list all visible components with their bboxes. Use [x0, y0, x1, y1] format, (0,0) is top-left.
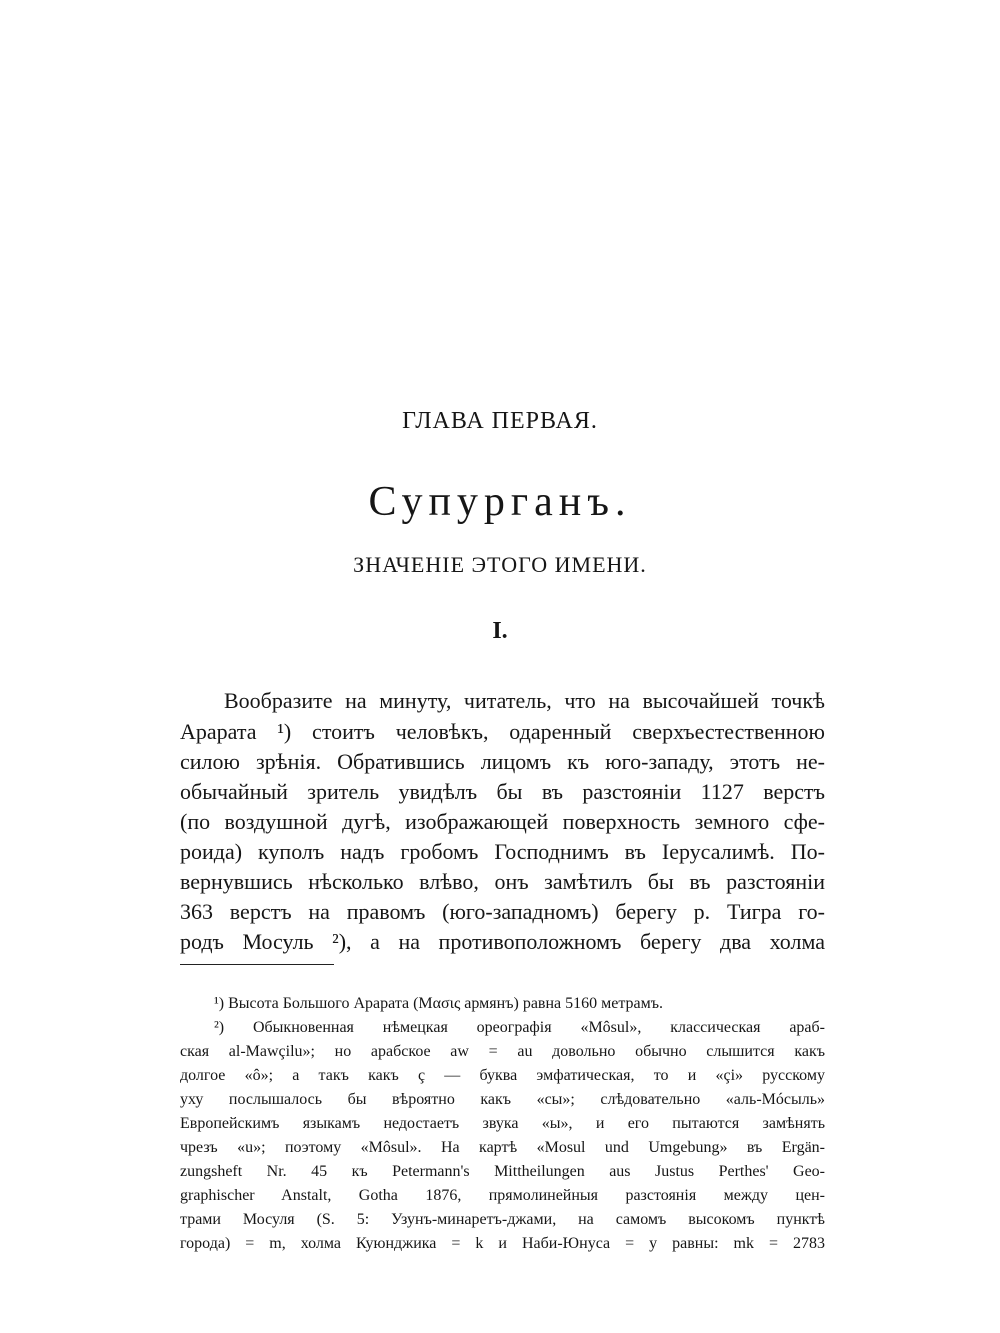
section-number: I. [492, 618, 508, 644]
body-line: обычайный зритель увидѣлъ бы въ разстояніи 1127 верстъ [180, 779, 825, 804]
footnote-line: ¹) Высота Большого Арарата (Μασις армянъ) равна 5160 метрамъ. [214, 995, 664, 1012]
body-line: Вообразите на минуту, читатель, что на высочайшей точкѣ [224, 688, 825, 713]
footnote-separator [180, 964, 334, 965]
footnote-line: zungsheft Nr. 45 къ Petermann's Mittheilungen aus Justus Perthes' Geo- [180, 1163, 825, 1180]
footnote-line: чрезъ «u»; поэтому «Môsul». На картѣ «Mosul und Umgebung» въ Ergän- [180, 1139, 825, 1156]
chapter-heading: ГЛАВА ПЕРВАЯ. [402, 408, 598, 434]
body-line: силою зрѣнія. Обратившись лицомъ къ юго-западу, этотъ не- [180, 749, 825, 774]
body-line: 363 верстъ на правомъ (юго-западномъ) берегу р. Тигра го- [180, 899, 825, 924]
body-line: (по воздушной дугѣ, изображающей поверхность земного сфе- [180, 809, 825, 834]
footnote-line: долгое «ô»; а такъ какъ ç — буква эмфатическая, то и «çi» русскому [180, 1067, 825, 1084]
footnote-line: ская al-Mawçilu»; но арабское aw = au довольно обычно слышится какъ [180, 1043, 825, 1060]
body-line: вернувшись нѣсколько влѣво, онъ замѣтилъ бы въ разстояніи [180, 869, 825, 894]
footnote-line: трами Мосуля (S. 5: Узунъ-минаретъ-джами, на самомъ высокомъ пунктѣ [180, 1211, 825, 1228]
body-line: роида) куполъ надъ гробомъ Господнимъ въ Іерусалимѣ. По- [180, 839, 825, 864]
chapter-subtitle: ЗНАЧЕНІЕ ЭТОГО ИМЕНИ. [353, 552, 647, 577]
body-line: Арарата ¹) стоитъ человѣкъ, одаренный сверхъестественною [180, 719, 825, 744]
footnote-line: города) = m, холма Куюнджика = k и Наби-Юнуса = y равны: mk = 2783 [180, 1235, 825, 1252]
footnote-line: уху послышалось бы вѣроятно какъ «сы»; слѣдовательно «аль-Мóсыль» [180, 1091, 825, 1108]
footnote-line: graphischer Anstalt, Gotha 1876, прямолинейныя разстоянія между цен- [180, 1187, 825, 1204]
footnote-line: Европейскимъ языкамъ недостаетъ звука «ы», и его пытаются замѣнять [180, 1115, 825, 1132]
footnote-line: ²) Обыкновенная нѣмецкая ореографія «Môsul», классическая араб- [214, 1019, 825, 1036]
chapter-title: Супурганъ. [368, 479, 632, 525]
body-line: родъ Мосуль ²), а на противоположномъ берегу два холма [180, 929, 825, 954]
